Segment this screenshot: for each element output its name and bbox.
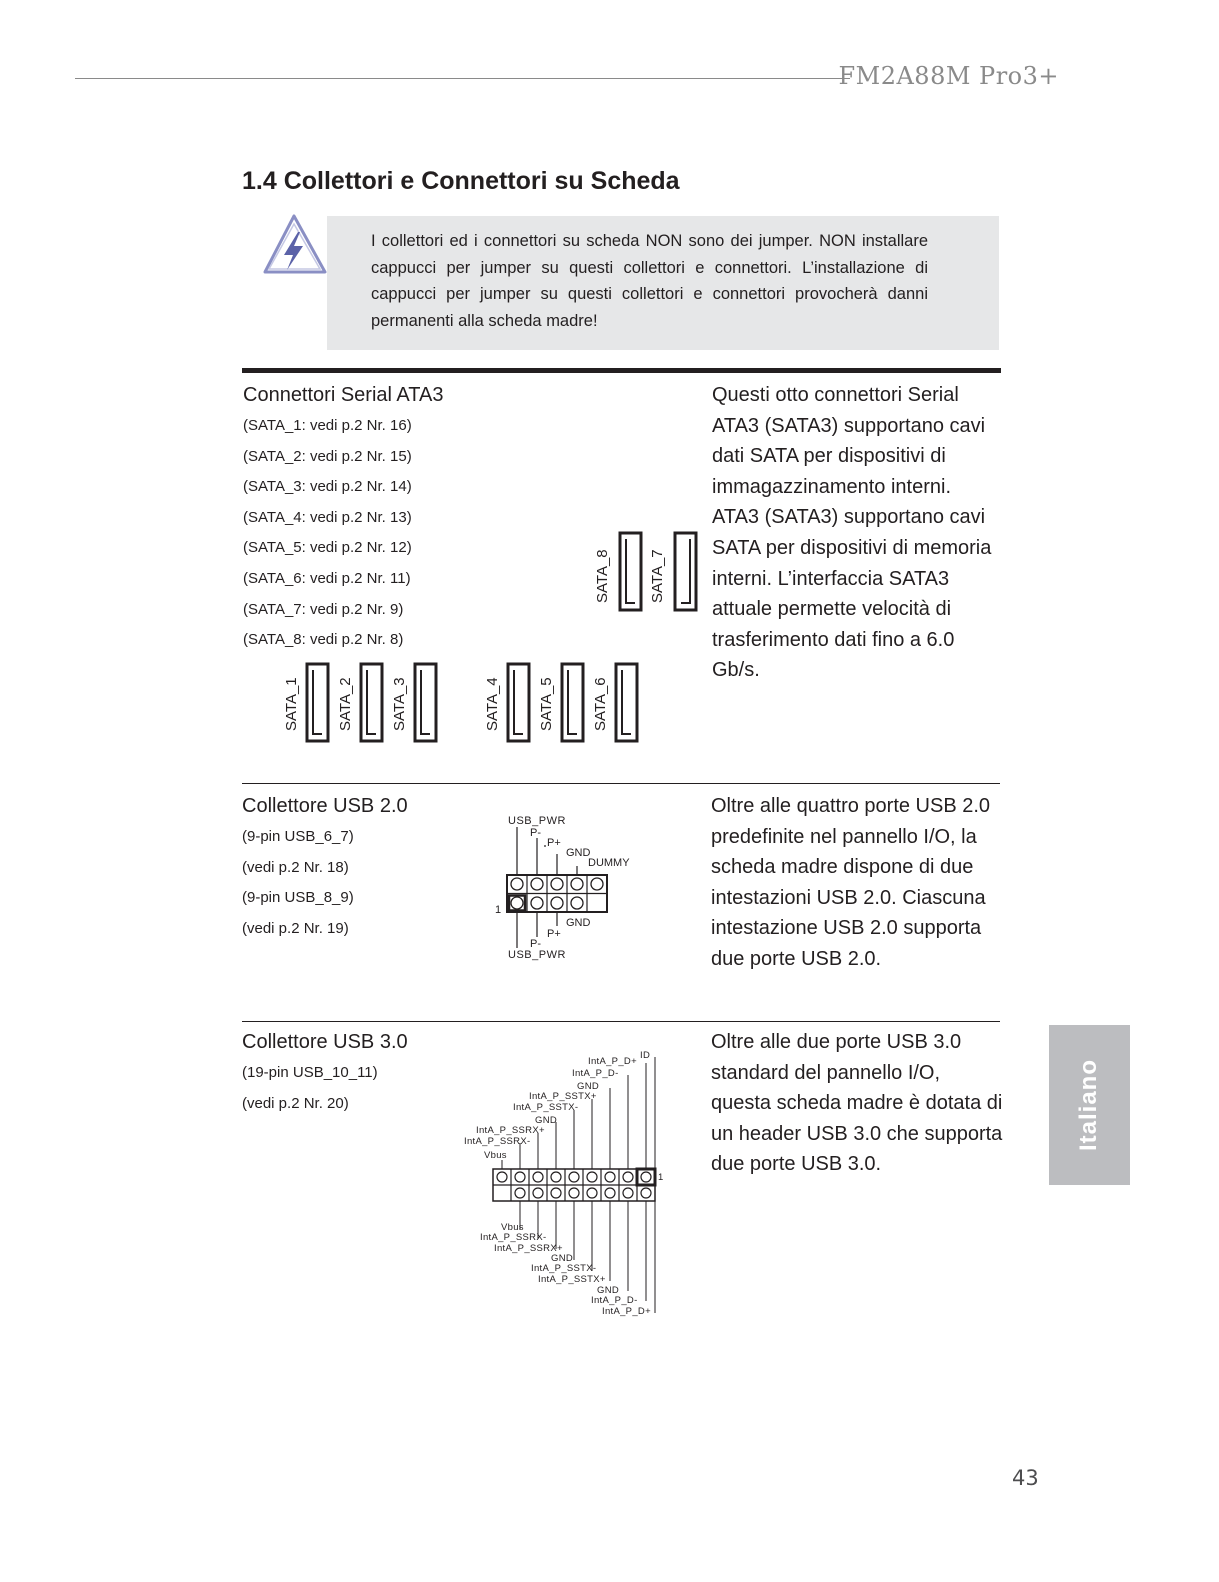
sata-port	[307, 664, 328, 741]
sata-ref-item: (SATA_3: vedi p.2 Nr. 14)	[243, 478, 412, 496]
sata-heading: Connettori Serial ATA3	[243, 384, 444, 406]
sata-connector-label: SATA_1	[283, 677, 300, 731]
usb3-pin-label: GND	[551, 1253, 574, 1264]
sata-port	[415, 664, 436, 741]
sata-connector-label: SATA_8	[594, 549, 611, 603]
usb2-ref-item: (vedi p.2 Nr. 18)	[242, 858, 349, 876]
sata-connector-label: SATA_2	[337, 677, 354, 731]
sata-connectors-diagram	[270, 525, 710, 750]
sata-connector-label: SATA_6	[592, 677, 609, 731]
usb2-pin-label: GND	[566, 917, 591, 929]
usb2-ref-item: (vedi p.2 Nr. 19)	[242, 919, 349, 937]
sata-ref-item: (SATA_5: vedi p.2 Nr. 12)	[243, 539, 412, 557]
usb3-heading: Collettore USB 3.0	[242, 1031, 408, 1053]
sata-ref-item: (SATA_8: vedi p.2 Nr. 8)	[243, 631, 404, 649]
language-side-tab-label: Italiano	[1075, 1058, 1102, 1152]
usb2-pin-label: GND	[566, 847, 591, 859]
usb3-ref-list	[242, 1058, 378, 1119]
usb3-pin-label: Vbus	[501, 1222, 524, 1233]
usb3-pin-label: IntA_P_SSRX-	[464, 1136, 531, 1147]
usb2-pin-label: P-	[530, 938, 541, 950]
usb3-pin-label: IntA_P_SSRX+	[476, 1125, 545, 1136]
usb3-pin-label: IntA_P_SSTX+	[538, 1274, 606, 1285]
usb2-pin1-marker: 1	[495, 904, 502, 916]
sata-connector-label: SATA_4	[484, 677, 501, 731]
usb3-pin-label: IntA_P_SSRX+	[494, 1243, 563, 1254]
section-rule	[242, 1021, 1000, 1022]
language-side-tab	[1049, 1025, 1130, 1185]
warning-lightning-icon	[262, 213, 330, 277]
sata-port	[508, 664, 529, 741]
section-title: 1.4 Collettori e Connettori su Scheda	[242, 167, 680, 195]
page-number: 43	[1012, 1466, 1039, 1490]
sata-ref-item: (SATA_1: vedi p.2 Nr. 16)	[243, 417, 412, 434]
usb2-description: Oltre alle quattro porte USB 2.0 predefinite nel pannello I/O, la scheda madre dispone di due intestazioni USB 2.0. Ciascuna intestazione USB 2.0 supporta due porte USB 2.0.	[711, 795, 991, 970]
header-model-name: FM2A88M Pro3+	[838, 62, 1059, 90]
sata-connector-label: SATA_3	[391, 677, 408, 731]
header-rule	[75, 78, 850, 79]
usb3-ref-item: (vedi p.2 Nr. 20)	[242, 1094, 349, 1112]
usb3-description: Oltre alle due porte USB 3.0 standard del pannello I/O, questa scheda madre è dotata di un header USB 3.0 che supporta due porte USB 3.0.	[711, 1031, 1003, 1176]
usb2-ref-item: (9-pin USB_6_7)	[242, 828, 354, 845]
usb3-pin-label: IntA_P_SSRX-	[480, 1232, 547, 1243]
sata-ref-item: (SATA_2: vedi p.2 Nr. 15)	[243, 447, 412, 465]
usb3-pin-label: IntA_P_SSTX-	[513, 1102, 579, 1113]
sata-connector-label: SATA_7	[649, 549, 666, 603]
usb2-pin-label: P-	[530, 827, 541, 839]
usb3-pin-label: IntA_P_SSTX-	[531, 1263, 597, 1274]
usb2-pin-label: P+	[547, 837, 561, 849]
usb3-pin-label: GND	[597, 1285, 620, 1296]
sata-description: Questi otto connettori Serial ATA3 (SATA3) supportano cavi dati SATA per dispositivi di immagazzinamento interni. ATA3 (SATA3) supportano cavi SATA per dispositivi di memoria interni. L’interfaccia SATA3 attuale permette velocità di trasferimento dati fino a 6.0 Gb/s.	[712, 384, 992, 682]
usb3-ref-item: (19-pin USB_10_11)	[242, 1064, 378, 1081]
usb3-pin-label: IntA_P_D+	[602, 1306, 651, 1317]
section-thick-rule	[242, 368, 1001, 373]
usb2-header-diagram	[490, 810, 640, 970]
sata-connector-label: SATA_5	[538, 677, 555, 731]
usb3-header-diagram	[460, 1045, 675, 1320]
usb2-ref-item: (9-pin USB_8_9)	[242, 889, 354, 907]
usb3-pin-label: ID	[640, 1050, 651, 1061]
sata-port	[620, 533, 641, 610]
sata-port	[361, 664, 382, 741]
usb2-pin-label: P+	[547, 928, 561, 940]
usb2-pin-label: USB_PWR	[508, 815, 566, 827]
sata-port	[562, 664, 583, 741]
usb3-pin-label: Vbus	[484, 1150, 507, 1161]
usb3-pin1-marker: 1	[658, 1172, 664, 1183]
sata-ref-item: (SATA_4: vedi p.2 Nr. 13)	[243, 508, 412, 526]
sata-ref-item: (SATA_6: vedi p.2 Nr. 11)	[243, 569, 411, 587]
sata-port	[616, 664, 637, 741]
sata-ref-item: (SATA_7: vedi p.2 Nr. 9)	[243, 600, 404, 618]
usb3-pin-label: IntA_P_D-	[591, 1295, 638, 1306]
sata-port	[675, 533, 696, 610]
usb3-pin-label: IntA_P_SSTX+	[529, 1091, 597, 1102]
usb2-pin-label: DUMMY	[588, 857, 630, 869]
usb2-heading: Collettore USB 2.0	[242, 795, 408, 817]
usb3-pin-label: IntA_P_D-	[572, 1068, 619, 1079]
warning-text: I collettori ed i connettori su scheda NON sono dei jumper. NON installare cappucci per jumper su questi collettori e connettori. L’installazione di cappucci per jumper su questi collettori e connettori provocherà danni permanenti alla scheda madre!	[371, 232, 928, 330]
usb3-pin-label: GND	[535, 1115, 558, 1126]
usb3-pin-label: GND	[577, 1081, 600, 1092]
usb2-ref-list	[242, 822, 354, 944]
usb2-pin-label: USB_PWR	[508, 949, 566, 961]
usb3-pin-label: IntA_P_D+	[588, 1056, 637, 1067]
section-rule	[242, 783, 1000, 784]
